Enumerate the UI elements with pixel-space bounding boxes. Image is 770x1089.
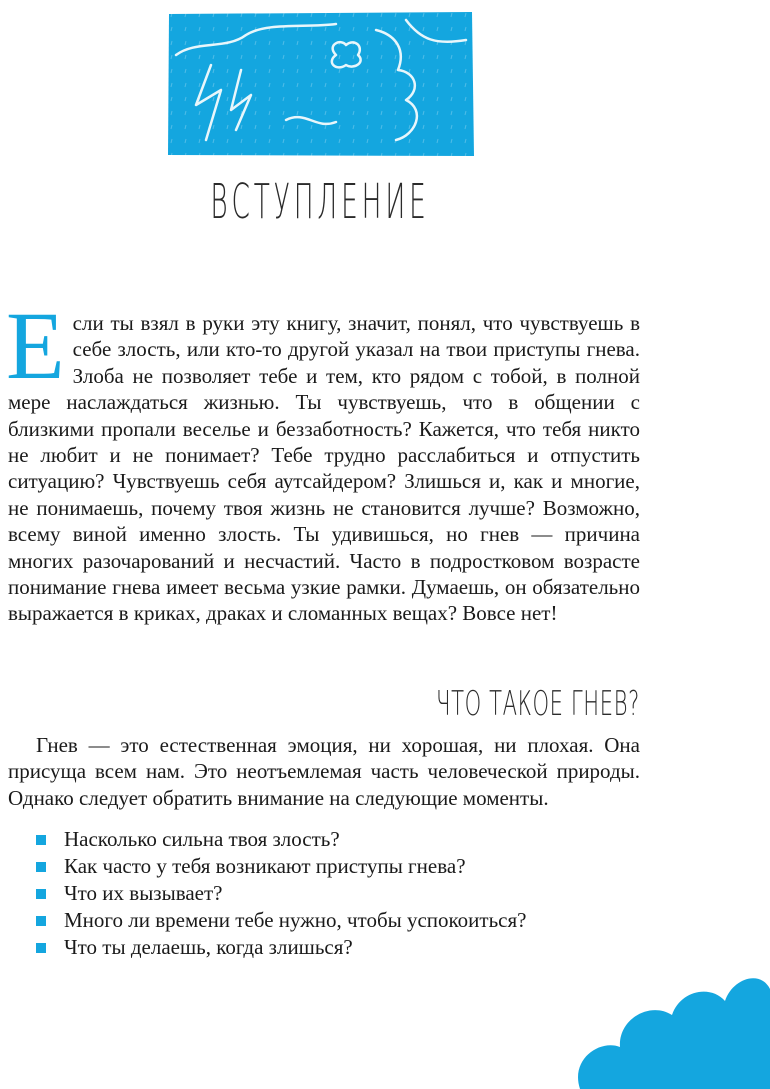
square-bullet-icon [36, 916, 46, 926]
square-bullet-icon [36, 889, 46, 899]
chapter-title: ВСТУПЛЕНИЕ [210, 174, 430, 230]
intro-text: сли ты взял в руки эту книгу, значит, понял, что чувствуешь в себе злость, или кто-то другой указал на твои приступы гнева. Злоба не позволяет тебе и тем, кто рядом с тобой, в полной мере наслаждаться жизнью. Ты чувствуешь, что в общении с близкими пропали веселье и беззаботность? Кажется, что тебя никто не любит и не понимает? Тебе трудно расслабиться и отпустить ситуацию? Чувствуешь себя аутсайдером? Злишься и, как и многие, не понимаешь, почему твоя жизнь не становится лучше? Возможно, всему виной именно злость. Ты удивишься, но гнев — причина многих разочарований и несчастий. Часто в подростковом возрасте понимание гнева имеет весьма узкие рамки. Думаешь, он обязательно выражается в криках, драках и сломанных вещах? Вовсе нет! [8, 311, 640, 626]
square-bullet-icon [36, 835, 46, 845]
list-item: Как часто у тебя возникают приступы гнева? [36, 853, 526, 880]
list-item: Что ты делаешь, когда злишься? [36, 934, 526, 961]
list-item: Много ли времени тебе нужно, чтобы успокоиться? [36, 907, 526, 934]
cloud-decoration [560, 939, 770, 1089]
section-paragraph: Гнев — это естественная эмоция, ни хорошая, ни плохая. Она присуща всем нам. Это неотъемлемая часть человеческой природы. Однако следует обратить внимание на следующие моменты. [8, 733, 640, 810]
list-item: Насколько сильна твоя злость? [36, 826, 526, 853]
list-item: Что их вызывает? [36, 880, 526, 907]
page-number: 11 [635, 988, 651, 1005]
square-bullet-icon [36, 862, 46, 872]
chapter-illustration [166, 10, 476, 158]
square-bullet-icon [36, 943, 46, 953]
question-list [36, 826, 526, 961]
drop-cap: Е [6, 292, 65, 399]
section-heading: ЧТО ТАКОЕ ГНЕВ? [436, 684, 640, 724]
intro-paragraph [6, 292, 640, 627]
